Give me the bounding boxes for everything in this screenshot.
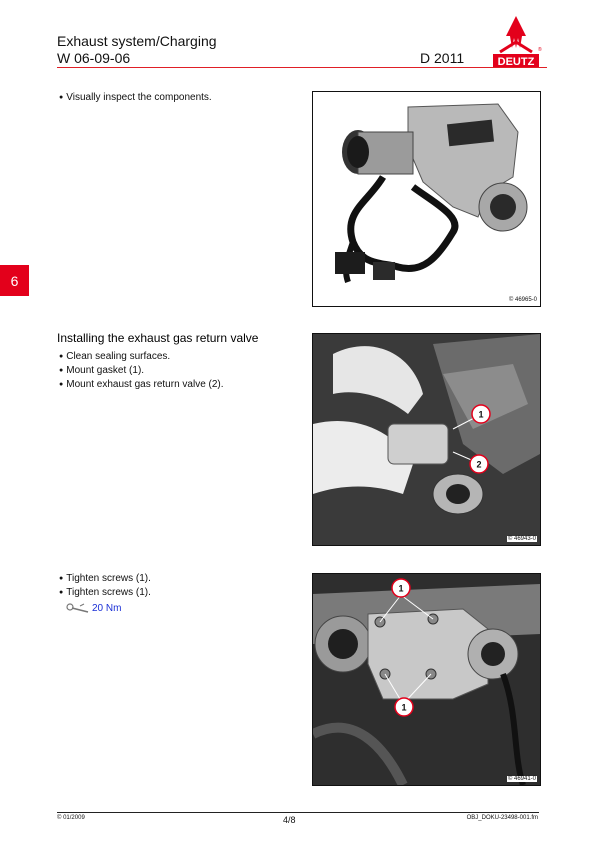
image-copyright: © 46965-0 (508, 297, 537, 303)
egr-valve-illustration (313, 92, 540, 306)
header-rule (57, 67, 547, 68)
instruction-tighten-screws: ● Tighten screws (1). (59, 572, 151, 586)
engine-model: D 2011 (420, 50, 465, 66)
instruction-mount-valve: ● Mount exhaust gas return valve (2). (59, 378, 224, 392)
deutz-logo-icon (490, 14, 542, 70)
callout-label: 1 (398, 583, 404, 594)
callout-label: 1 (401, 702, 407, 713)
torque-wrench-icon (66, 602, 90, 614)
photo-egr-valve-assembly (312, 91, 541, 307)
svg-text:DEUTZ: DEUTZ (497, 56, 535, 68)
screws-illustration (313, 574, 540, 785)
callout-label: 1 (478, 409, 484, 420)
image-copyright: © 46941-0 (507, 776, 536, 782)
document-number: W 06-09-06 (57, 50, 131, 66)
photo-installing-egr-valve (312, 333, 541, 546)
callout-label: 2 (476, 459, 482, 470)
document-title: Exhaust system/Charging (57, 33, 217, 49)
torque-value: 20 Nm (92, 603, 122, 614)
page-number: 4/8 (283, 815, 296, 825)
deutz-logo (490, 14, 542, 70)
footer-rule (57, 812, 539, 813)
section-tab: 6 (0, 265, 29, 296)
section-heading: Installing the exhaust gas return valve (57, 331, 259, 345)
instruction-visually-inspect: ● Visually inspect the components. (59, 91, 212, 105)
footer-date: © 01/2009 (57, 815, 85, 821)
svg-text:®: ® (538, 47, 542, 53)
footer-document-id: OBJ_DOKU-23498-001.fm (466, 815, 538, 821)
instruction-tighten-screws: ● Tighten screws (1). (59, 586, 151, 600)
instruction-mount-gasket: ● Mount gasket (1). (59, 364, 144, 378)
instruction-clean-surfaces: ● Clean sealing surfaces. (59, 350, 170, 364)
image-copyright: © 46943-0 (507, 536, 536, 542)
installation-illustration (313, 334, 540, 545)
photo-tighten-screws (312, 573, 541, 786)
